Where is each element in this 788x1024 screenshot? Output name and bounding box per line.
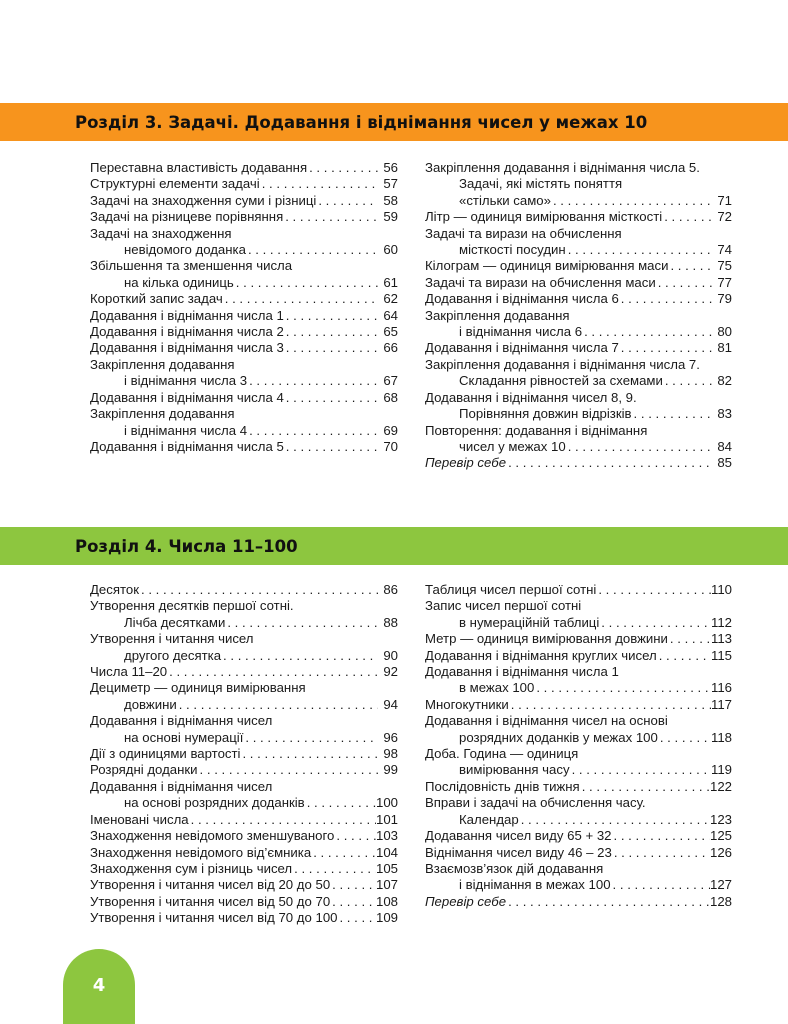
toc-entry (425, 730, 732, 746)
toc-entry-label: на основі нумерації (124, 729, 244, 745)
toc-page-number: 67 (383, 373, 398, 389)
toc-leader-dots (283, 209, 378, 225)
toc-entry-label: в межах 100 (459, 680, 535, 696)
toc-page-number: 58 (383, 192, 398, 208)
toc-entry (90, 598, 398, 614)
toc-leader-dots (599, 615, 711, 631)
page-number-tab (63, 949, 135, 1024)
toc-page-number: 128 (709, 893, 732, 909)
toc-entry-label: Додавання чисел виду 65 + 32 (425, 828, 612, 844)
toc-entry-label: Метр — одиниця вимірювання довжини (425, 631, 668, 647)
toc-page-number: 112 (710, 614, 732, 630)
toc-page-number: 99 (383, 762, 398, 778)
toc-entry-label: Повторення: додавання і віднімання (425, 422, 648, 438)
toc-entry-label: Задачі на знаходження (90, 225, 232, 241)
toc-leader-dots (247, 373, 378, 389)
toc-entry (90, 746, 398, 762)
toc-page-number: 122 (709, 778, 732, 794)
toc-entry (90, 910, 398, 926)
toc-entry (90, 713, 398, 729)
toc-leader-dots (657, 648, 711, 664)
toc-entry (425, 373, 732, 389)
toc-entry (425, 324, 732, 340)
toc-entry (90, 357, 398, 373)
toc-entry (90, 291, 398, 307)
toc-entry (425, 357, 732, 373)
toc-entry (425, 598, 732, 614)
toc-entry (425, 226, 732, 242)
toc-leader-dots (284, 439, 378, 455)
toc-entry-label: довжини (124, 696, 177, 712)
toc-entry (425, 160, 732, 176)
toc-entry-label: розрядних доданків у межах 100 (459, 729, 658, 745)
toc-entry (90, 340, 398, 356)
toc-page-number: 65 (383, 324, 398, 340)
toc-entry-label: чисел у межах 10 (459, 438, 566, 454)
toc-entry-label: Утворення і читання чисел від 70 до 100 (90, 910, 338, 926)
toc-page-number: 60 (383, 242, 398, 258)
toc-entry (425, 406, 732, 422)
toc-entry (425, 275, 732, 291)
toc-entry-label: Числа 11–20 (90, 664, 168, 680)
toc-entry-label: Переставна властивість додавання (90, 160, 308, 175)
toc-page-number: 110 (710, 582, 732, 597)
toc-leader-dots (612, 845, 710, 861)
toc-entry (90, 877, 398, 893)
toc-entry (425, 615, 732, 631)
toc-leader-dots (663, 373, 712, 389)
toc-page-number: 115 (710, 647, 732, 663)
toc-entry-label: Додавання і віднімання числа 4 (90, 389, 284, 405)
toc-leader-dots (246, 242, 378, 258)
toc-entry (90, 209, 398, 225)
toc-entry-label: Додавання і віднімання числа 3 (90, 340, 284, 356)
toc-leader-dots (596, 582, 711, 598)
toc-entry-label: Структурні елементи задачі (90, 176, 260, 192)
toc-entry-label: Додавання і віднімання числа 2 (90, 324, 284, 340)
toc-entry (425, 176, 732, 192)
toc-entry (425, 828, 732, 844)
toc-entry-label: невідомого доданка (124, 242, 246, 258)
toc-leader-dots (570, 762, 711, 778)
toc-leader-dots (225, 615, 378, 631)
toc-leader-dots (658, 730, 711, 746)
toc-entry (425, 390, 732, 406)
toc-page-number: 68 (383, 389, 398, 405)
toc-leader-dots (307, 160, 378, 176)
toc-page-number: 64 (383, 307, 398, 323)
toc-entry (90, 680, 398, 696)
toc-entry (425, 845, 732, 861)
toc-page-number: 127 (709, 877, 732, 893)
toc-page-number: 83 (717, 406, 732, 422)
toc-entry (90, 176, 398, 192)
toc-leader-dots (139, 582, 378, 598)
toc-leader-dots (566, 439, 712, 455)
toc-leader-dots (611, 877, 710, 893)
toc-page-number: 126 (709, 844, 732, 860)
toc-entry-label: Вправи і задачі на обчислення часу. (425, 795, 646, 811)
toc-entry (425, 861, 732, 877)
toc-page-number: 56 (383, 160, 398, 175)
toc-page-number: 107 (375, 877, 398, 893)
toc-entry (425, 779, 732, 795)
toc-entry-label: Запис чисел першої сотні (425, 598, 582, 614)
toc-entry-label: і віднімання числа 3 (124, 373, 248, 389)
toc-entry-label: Утворення і читання чисел від 50 до 70 (90, 893, 331, 909)
toc-entry-label: Додавання і віднімання числа 1 (425, 664, 619, 680)
toc-entry (90, 845, 398, 861)
toc-entry-label: Таблиця чисел першої сотні (425, 582, 597, 597)
toc-page-number: 59 (383, 209, 398, 225)
toc-entry (425, 340, 732, 356)
toc-page-number: 88 (383, 614, 398, 630)
toc-entry (90, 762, 398, 778)
toc-entry (90, 697, 398, 713)
toc-entry-label: Закріплення додавання і віднімання числа 7. (425, 356, 700, 372)
toc-entry (425, 746, 732, 762)
toc-entry (90, 324, 398, 340)
toc-entry (425, 697, 732, 713)
toc-entry-label: Кілограм — одиниця вимірювання маси (425, 258, 669, 274)
toc-leader-dots (337, 910, 376, 926)
toc-leader-dots (519, 812, 710, 828)
toc-entry-label: Додавання і віднімання числа 1 (90, 307, 284, 323)
toc-entry-label: Додавання і віднімання числа 7 (425, 340, 619, 356)
toc-leader-dots (305, 795, 376, 811)
toc-page-number: 70 (383, 438, 398, 454)
toc-entry-label: Додавання і віднімання чисел (90, 778, 273, 794)
toc-entry (90, 160, 398, 176)
section-4-left-column (90, 582, 398, 927)
toc-entry-label: Короткий запис задач (90, 291, 223, 307)
toc-entry-label: вимірювання часу (459, 762, 570, 778)
toc-page-number: 103 (375, 828, 398, 844)
toc-page-number: 82 (717, 373, 732, 389)
toc-page-number: 90 (383, 647, 398, 663)
toc-page-number: 69 (383, 422, 398, 438)
toc-entry-label: Збільшення та зменшення числа (90, 258, 293, 274)
toc-leader-dots (240, 746, 378, 762)
toc-page-number: 104 (375, 844, 398, 860)
toc-entry (90, 373, 398, 389)
toc-entry (425, 894, 732, 910)
toc-entry (90, 812, 398, 828)
toc-page-number: 125 (709, 828, 732, 844)
toc-entry (425, 664, 732, 680)
toc-page-number: 96 (383, 729, 398, 745)
toc-page-number: 62 (383, 291, 398, 307)
toc-page-number: 61 (383, 274, 398, 290)
toc-entry-label: Додавання і віднімання чисел (90, 713, 273, 729)
toc-entry-label: «стільки само» (459, 192, 551, 208)
toc-leader-dots (582, 324, 712, 340)
toc-page-number: 80 (717, 324, 732, 340)
toc-page-number: 86 (383, 582, 398, 597)
toc-leader-dots (551, 193, 712, 209)
section-3-header (0, 103, 788, 141)
toc-page-number: 116 (710, 680, 732, 696)
toc-entry-label: Порівняння довжин відрізків (459, 406, 632, 422)
toc-entry (425, 795, 732, 811)
toc-leader-dots (221, 648, 378, 664)
toc-leader-dots (316, 193, 378, 209)
toc-leader-dots (223, 291, 378, 307)
toc-page-number: 92 (383, 664, 398, 680)
toc-leader-dots (284, 340, 378, 356)
toc-entry (425, 631, 732, 647)
toc-entry-label: Утворення і читання чисел (90, 631, 254, 647)
toc-entry (425, 258, 732, 274)
toc-entry-label: Складання рівностей за схемами (459, 373, 663, 389)
toc-leader-dots (234, 275, 378, 291)
toc-leader-dots (656, 275, 712, 291)
toc-entry-label: Знаходження невідомого зменшуваного (90, 828, 335, 844)
toc-entry (90, 193, 398, 209)
toc-page-number: 109 (375, 910, 398, 926)
toc-entry (90, 795, 398, 811)
toc-entry (90, 664, 398, 680)
toc-entry (90, 730, 398, 746)
toc-entry-label: на основі розрядних доданків (124, 795, 305, 811)
toc-entry-label: Утворення і читання чисел від 20 до 50 (90, 877, 331, 893)
toc-entry-label: на кілька одиниць (124, 274, 234, 290)
toc-entry-label: Літр — одиниця вимірювання місткості (425, 209, 663, 225)
toc-entry-label: Календар (459, 811, 519, 827)
toc-leader-dots (580, 779, 710, 795)
toc-leader-dots (284, 324, 378, 340)
toc-entry (90, 648, 398, 664)
toc-entry-label: Задачі та вирази на обчислення (425, 225, 622, 241)
toc-entry (425, 812, 732, 828)
toc-entry-label: Взаємозв’язок дій додавання (425, 860, 604, 876)
section-4-right-column (425, 582, 732, 910)
toc-entry-label: Закріплення додавання (90, 406, 235, 422)
toc-page-number: 66 (383, 340, 398, 356)
toc-entry (90, 258, 398, 274)
section-3-right-column (425, 160, 732, 472)
toc-page-number: 118 (710, 729, 732, 745)
toc-entry (425, 308, 732, 324)
toc-entry (90, 615, 398, 631)
toc-entry-label: Додавання і віднімання круглих чисел (425, 647, 657, 663)
toc-entry-label: Дециметр — одиниця вимірювання (90, 680, 306, 696)
toc-entry-label: Віднімання чисел виду 46 – 23 (425, 844, 612, 860)
toc-leader-dots (534, 680, 711, 696)
toc-leader-dots (284, 308, 378, 324)
toc-leader-dots (619, 340, 712, 356)
toc-leader-dots (247, 423, 378, 439)
toc-entry (90, 423, 398, 439)
toc-entry-label: Послідовність днів тижня (425, 778, 580, 794)
toc-leader-dots (330, 894, 376, 910)
toc-entry-label: Задачі, які містять поняття (459, 176, 623, 192)
toc-entry (90, 439, 398, 455)
section-4-header (0, 527, 788, 565)
toc-entry-label: Задачі на знаходження суми і різниці (90, 192, 317, 208)
toc-leader-dots (509, 697, 711, 713)
toc-leader-dots (506, 894, 710, 910)
toc-entry-label: і віднімання числа 4 (124, 422, 248, 438)
section-3-title: Розділ 3. Задачі. Додавання і віднімання чисел у межах 10 (75, 112, 648, 132)
toc-entry (425, 648, 732, 664)
toc-entry (90, 242, 398, 258)
toc-leader-dots (167, 664, 378, 680)
toc-entry (90, 582, 398, 598)
toc-entry (90, 828, 398, 844)
toc-entry (425, 209, 732, 225)
toc-entry (425, 713, 732, 729)
toc-leader-dots (284, 390, 378, 406)
toc-entry-label: Знаходження невідомого від’ємника (90, 844, 312, 860)
toc-leader-dots (612, 828, 710, 844)
toc-page-number: 84 (717, 438, 732, 454)
toc-page-number: 71 (717, 192, 732, 208)
toc-entry (90, 275, 398, 291)
toc-page-number: 98 (383, 746, 398, 762)
page-number: 4 (92, 975, 106, 996)
toc-leader-dots (668, 258, 712, 274)
toc-leader-dots (662, 209, 712, 225)
toc-page-number: 72 (717, 209, 732, 225)
toc-entry-label: Закріплення додавання (90, 356, 235, 372)
toc-leader-dots (243, 730, 378, 746)
toc-leader-dots (566, 242, 712, 258)
toc-entry-label: Доба. Година — одиниця (425, 746, 579, 762)
toc-entry (90, 894, 398, 910)
toc-entry-label: Дії з одиницями вартості (90, 746, 241, 762)
toc-entry-label: другого десятка (124, 647, 222, 663)
toc-entry-label: в нумераційній таблиці (459, 614, 600, 630)
toc-page-number: 117 (710, 696, 732, 712)
toc-leader-dots (330, 877, 376, 893)
toc-page-number: 108 (375, 893, 398, 909)
toc-entry (90, 226, 398, 242)
toc-leader-dots (292, 861, 376, 877)
toc-entry-label: Додавання і віднімання чисел 8, 9. (425, 389, 637, 405)
toc-leader-dots (619, 291, 712, 307)
toc-leader-dots (334, 828, 376, 844)
toc-page-number: 101 (375, 811, 398, 827)
toc-leader-dots (189, 812, 376, 828)
toc-entry-label: Утворення десятків першої сотні. (90, 598, 294, 614)
toc-entry (90, 390, 398, 406)
toc-page-number: 85 (717, 455, 732, 471)
toc-entry (425, 680, 732, 696)
toc-entry-label: Перевір себе (425, 455, 507, 471)
toc-entry-label: місткості посудин (459, 242, 566, 258)
toc-entry (425, 582, 732, 598)
toc-entry-label: Додавання і віднімання чисел на основі (425, 713, 668, 729)
toc-page-number: 119 (710, 762, 732, 778)
toc-page-number: 113 (710, 631, 732, 647)
toc-entry-label: Многокутники (425, 696, 509, 712)
toc-leader-dots (177, 697, 378, 713)
toc-entry (90, 308, 398, 324)
toc-entry (425, 423, 732, 439)
toc-entry-label: Закріплення додавання і віднімання числа 5. (425, 160, 700, 175)
toc-page-number: 81 (717, 340, 732, 356)
toc-entry-label: Розрядні доданки (90, 762, 198, 778)
toc-entry-label: Лічба десятками (124, 614, 226, 630)
toc-leader-dots (668, 631, 711, 647)
toc-leader-dots (260, 176, 378, 192)
toc-entry (90, 406, 398, 422)
toc-page-number: 57 (383, 176, 398, 192)
toc-entry (90, 631, 398, 647)
toc-entry (425, 455, 732, 471)
toc-entry-label: і віднімання в межах 100 (459, 877, 611, 893)
toc-entry (425, 193, 732, 209)
toc-entry-label: Додавання і віднімання числа 5 (90, 438, 284, 454)
toc-leader-dots (506, 455, 712, 471)
toc-page-number: 74 (717, 242, 732, 258)
toc-leader-dots (311, 845, 376, 861)
toc-entry (90, 779, 398, 795)
toc-entry-label: Десяток (90, 582, 139, 597)
toc-page-number: 94 (383, 696, 398, 712)
toc-entry-label: Задачі та вирази на обчислення маси (425, 274, 656, 290)
toc-page-number: 105 (375, 860, 398, 876)
toc-entry-label: Знаходження сум і різниць чисел (90, 860, 293, 876)
toc-entry (425, 242, 732, 258)
toc-entry-label: Задачі на різницеве порівняння (90, 209, 284, 225)
toc-entry (425, 762, 732, 778)
toc-leader-dots (198, 762, 378, 778)
toc-page-number: 77 (717, 274, 732, 290)
toc-entry (90, 861, 398, 877)
toc-page-number: 123 (709, 811, 732, 827)
toc-page-number: 75 (717, 258, 732, 274)
toc-entry (425, 877, 732, 893)
toc-page-number: 100 (375, 795, 398, 811)
toc-entry-label: Іменовані числа (90, 811, 189, 827)
toc-page-number: 79 (717, 291, 732, 307)
section-4-title: Розділ 4. Числа 11–100 (75, 536, 298, 556)
toc-entry (425, 439, 732, 455)
toc-entry-label: і віднімання числа 6 (459, 324, 583, 340)
toc-entry-label: Додавання і віднімання числа 6 (425, 291, 619, 307)
section-3-left-column (90, 160, 398, 455)
toc-entry-label: Закріплення додавання (425, 307, 570, 323)
toc-entry (425, 291, 732, 307)
toc-leader-dots (632, 406, 712, 422)
toc-entry-label: Перевір себе (425, 893, 507, 909)
